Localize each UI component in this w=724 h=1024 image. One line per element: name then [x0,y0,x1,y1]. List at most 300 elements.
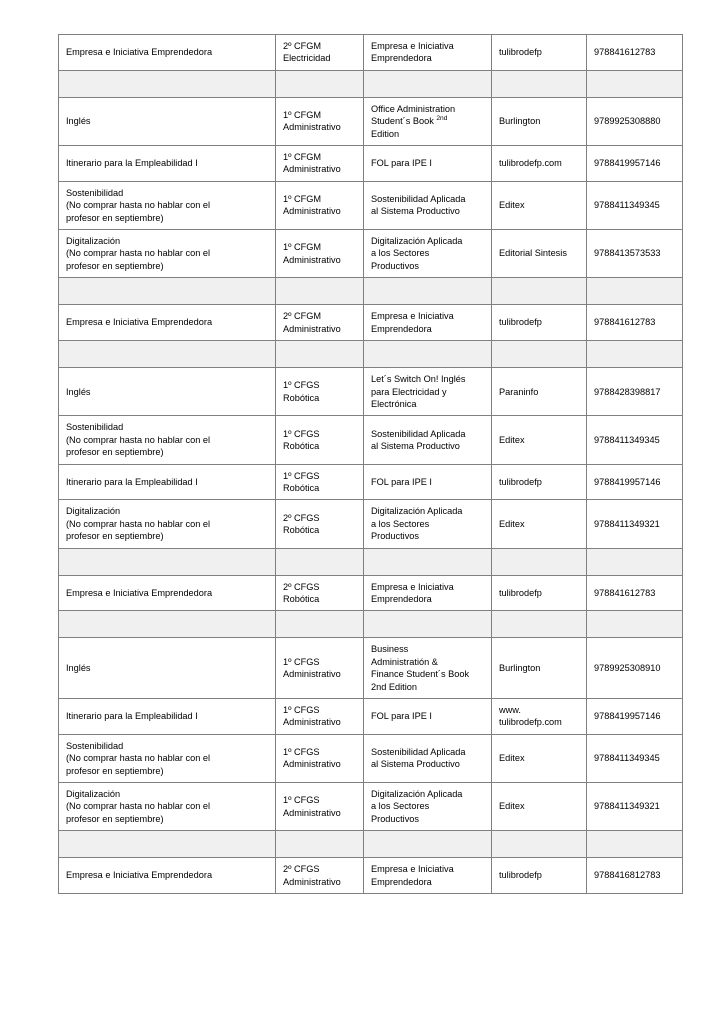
book-title-cell [364,783,492,831]
course-level: 1º CFGS [283,795,320,806]
subject-note-line: profesor en septiembre) [66,531,164,542]
publisher-cell [492,230,587,278]
spacer-cell [492,70,587,97]
course-branch: Robótica [283,440,320,451]
isbn-cell [587,416,683,464]
publisher-cell [492,858,587,894]
book-title-cell [364,575,492,611]
publisher-cell-lines [499,704,580,729]
publisher-name: Editex [499,434,525,445]
course-level: 1º CFGS [283,428,320,439]
course-level: 2º CFGM [283,41,322,51]
course-cell [276,575,364,611]
course-branch: Robótica [283,524,320,535]
subject-lines [66,115,269,127]
course-cell [276,500,364,548]
course-branch: Administrativo [283,323,341,334]
book-title-line: Digitalización Aplicada [371,506,463,517]
subject-name: Empresa e Iniciativa Emprendedora [66,587,213,598]
isbn-cell [587,575,683,611]
publisher-name: tulibrodefp [499,476,542,487]
course-lines [283,581,357,606]
course-branch: Administrativo [283,206,341,217]
book-title-line: Sostenibilidad Aplicada [371,428,466,439]
table-spacer-row [59,611,683,638]
course-branch: Administrativo [283,254,341,265]
publisher-name: tulibrodefp [499,587,542,598]
course-branch: Administrativo [283,717,341,728]
textbook-table-body [59,35,683,894]
book-title-line: FOL para IPE I [371,711,432,722]
course-level: 1º CFGM [283,242,322,253]
subject-lines [66,421,269,458]
book-title-line: Digitalización Aplicada [371,236,463,247]
course-lines [283,794,357,819]
textbook-table [58,34,683,894]
course-lines [283,379,357,404]
course-level: 1º CFGM [283,152,322,163]
subject-name: Empresa e Iniciativa Emprendedora [66,317,213,328]
isbn-value: 978841612783 [594,317,656,328]
subject-note-line: (No comprar hasta no hablar con el [66,753,211,764]
subject-note-line: (No comprar hasta no hablar con el [66,434,211,445]
course-lines [283,151,357,176]
publisher-cell [492,97,587,145]
book-title-cell [364,699,492,735]
subject-cell [59,500,276,548]
subject-cell [59,783,276,831]
spacer-cell [364,341,492,368]
publisher-name: tulibrodefp [499,47,542,58]
subject-note-line: profesor en septiembre) [66,813,164,824]
subject-lines [66,869,269,881]
subject-name: Sostenibilidad [66,422,124,433]
course-branch: Administrativo [283,759,341,770]
subject-note-line: profesor en septiembre) [66,260,164,271]
isbn-cell [587,97,683,145]
book-title-line: Sostenibilidad Aplicada [371,194,466,205]
publisher-cell [492,146,587,182]
spacer-cell [492,278,587,305]
book-title-line: Digitalización Aplicada [371,789,463,800]
table-row [59,230,683,278]
publisher-cell [492,699,587,735]
publisher-cell [492,368,587,416]
publisher-name: tulibrodefp [499,317,542,328]
book-title-lines [371,193,485,218]
subject-cell [59,638,276,699]
book-title-lines [371,746,485,771]
book-title-cell [364,464,492,500]
book-title-lines [371,710,485,722]
book-title-line: al Sistema Productivo [371,206,460,217]
book-title-line: Electrónica [371,398,417,409]
book-title-lines [371,788,485,825]
table-row [59,181,683,229]
book-title-cell [364,146,492,182]
spacer-cell [59,341,276,368]
course-lines [283,40,357,65]
course-level: 1º CFGS [283,380,320,391]
subject-note-line: profesor en septiembre) [66,765,164,776]
course-branch: Administrativo [283,164,341,175]
book-title-line: Student´s Book $^{2nd}$ [371,115,448,127]
book-title-line: a los Sectores [371,518,430,529]
book-title-cell [364,858,492,894]
book-title-cell [364,638,492,699]
publisher-name: Burlington [499,116,541,127]
subject-name: Inglés [66,662,91,673]
publisher-cell-line: www. [499,705,521,715]
course-cell [276,858,364,894]
publisher-cell [492,35,587,71]
spacer-cell [587,548,683,575]
subject-note-line: (No comprar hasta no hablar con el [66,248,211,259]
course-cell [276,305,364,341]
book-title-line: Empresa e Iniciativa [371,311,454,322]
spacer-cell [587,278,683,305]
subject-name: Digitalización [66,236,121,247]
book-title-cell [364,305,492,341]
book-title-lines [371,476,485,488]
course-cell [276,146,364,182]
book-title-cell [364,181,492,229]
course-lines [283,428,357,453]
isbn-value: 9788411349321 [594,518,660,529]
subject-cell [59,305,276,341]
isbn-cell [587,368,683,416]
book-title-line: Administratión & [371,656,438,667]
spacer-cell [59,611,276,638]
course-branch: Robótica [283,482,320,493]
isbn-value: 978841612783 [594,47,656,58]
book-title-lines [371,40,485,65]
spacer-cell [276,831,364,858]
course-cell [276,638,364,699]
publisher-name: tulibrodefp [499,870,542,881]
book-title-cell [364,230,492,278]
table-row [59,305,683,341]
subject-name: Empresa e Iniciativa Emprendedora [66,870,213,881]
book-title-line: Edition [371,128,400,139]
table-row [59,575,683,611]
publisher-cell [492,500,587,548]
subject-lines [66,235,269,272]
table-row [59,638,683,699]
spacer-cell [59,548,276,575]
book-title-cell [364,734,492,782]
book-title-lines [371,643,485,693]
course-lines [283,512,357,537]
isbn-value: 9788411349321 [594,801,660,812]
course-level: 2º CFGS [283,512,320,523]
subject-note-line: (No comprar hasta no hablar con el [66,801,211,812]
book-title-line: FOL para IPE I [371,476,432,487]
table-row [59,35,683,71]
subject-lines [66,386,269,398]
book-title-lines [371,581,485,606]
course-level: 2º CFGS [283,864,320,875]
subject-cell [59,416,276,464]
publisher-cell [492,638,587,699]
subject-cell [59,575,276,611]
course-branch: Robótica [283,593,320,604]
course-level: 1º CFGS [283,470,320,481]
isbn-value: 9788411349345 [594,753,660,764]
course-cell [276,464,364,500]
spacer-cell [59,278,276,305]
subject-name: Inglés [66,116,91,127]
book-title-line: al Sistema Productivo [371,440,460,451]
book-title-line: Empresa e Iniciativa [371,864,454,875]
spacer-cell [492,341,587,368]
book-title-cell [364,35,492,71]
course-cell [276,416,364,464]
table-row [59,699,683,735]
spacer-cell [492,548,587,575]
table-row [59,97,683,145]
table-row [59,858,683,894]
isbn-cell [587,783,683,831]
spacer-cell [276,70,364,97]
table-row [59,464,683,500]
course-branch: Administrativo [283,807,341,818]
subject-cell [59,181,276,229]
isbn-cell [587,734,683,782]
isbn-cell [587,638,683,699]
subject-name: Digitalización [66,506,121,517]
isbn-cell [587,699,683,735]
subject-lines [66,662,269,674]
table-row [59,416,683,464]
publisher-cell [492,416,587,464]
table-row [59,368,683,416]
course-lines [283,746,357,771]
subject-name: Itinerario para la Empleabilidad I [66,711,198,722]
isbn-value: 9788419957146 [594,158,661,169]
book-title-line: Office Administration [371,103,456,114]
isbn-cell [587,230,683,278]
book-title-line: para Electricidad y [371,386,447,397]
course-cell [276,734,364,782]
isbn-value: 9788419957146 [594,476,661,487]
table-spacer-row [59,831,683,858]
course-cell [276,97,364,145]
course-level: 1º CFGS [283,705,320,715]
book-title-lines [371,373,485,410]
book-title-cell [364,500,492,548]
isbn-cell [587,858,683,894]
subject-name: Inglés [66,386,91,397]
book-title-line: Finance Student´s Book [371,669,470,680]
table-spacer-row [59,341,683,368]
course-level: 1º CFGS [283,656,320,667]
subject-name: Digitalización [66,789,121,800]
table-row [59,734,683,782]
publisher-name: tulibrodefp.com [499,158,562,169]
course-level: 2º CFGS [283,581,320,592]
isbn-cell [587,146,683,182]
spacer-cell [587,341,683,368]
subject-lines [66,587,269,599]
course-lines [283,656,357,681]
spacer-cell [276,611,364,638]
subject-name: Sostenibilidad [66,187,124,198]
book-title-line: Business [371,644,409,655]
subject-lines [66,505,269,542]
subject-note-line: profesor en septiembre) [66,212,164,223]
subject-cell [59,858,276,894]
publisher-name: Editex [499,753,525,764]
book-title-line: Emprendedora [371,53,432,64]
book-title-cell [364,416,492,464]
subject-lines [66,788,269,825]
publisher-cell [492,783,587,831]
course-lines [283,241,357,266]
publisher-name: Editex [499,518,525,529]
subject-note-line: (No comprar hasta no hablar con el [66,518,211,529]
isbn-value: 9788428398817 [594,386,661,397]
course-branch: Electricidad [283,53,331,64]
spacer-cell [276,548,364,575]
publisher-name: Paraninfo [499,386,539,397]
subject-lines [66,710,269,722]
spacer-cell [276,341,364,368]
spacer-cell [364,831,492,858]
book-title-line: Productivos [371,813,420,824]
subject-lines [66,157,269,169]
isbn-cell [587,500,683,548]
subject-lines [66,187,269,224]
subject-note-line: (No comprar hasta no hablar con el [66,200,211,211]
book-title-cell [364,368,492,416]
course-cell [276,35,364,71]
book-title-line: Empresa e Iniciativa [371,41,454,51]
isbn-cell [587,464,683,500]
spacer-cell [364,548,492,575]
subject-cell [59,97,276,145]
subject-name: Sostenibilidad [66,740,124,751]
book-title-lines [371,103,485,140]
book-title-cell [364,97,492,145]
isbn-cell [587,181,683,229]
subject-lines [66,316,269,328]
spacer-cell [59,70,276,97]
subject-cell [59,146,276,182]
isbn-value: 9788411349345 [594,200,660,211]
course-lines [283,109,357,134]
course-level: 1º CFGM [283,110,322,121]
table-spacer-row [59,70,683,97]
book-title-line: Emprendedora [371,593,432,604]
isbn-value: 9788419957146 [594,711,661,722]
book-title-line: a los Sectores [371,248,430,259]
course-lines [283,863,357,888]
edition-superscript: 2nd [436,115,448,123]
book-title-lines [371,310,485,335]
publisher-cell [492,734,587,782]
course-lines [283,193,357,218]
course-cell [276,783,364,831]
table-row [59,500,683,548]
publisher-name: Editex [499,200,525,211]
isbn-value: 9789925308910 [594,662,661,673]
spacer-cell [276,278,364,305]
table-spacer-row [59,548,683,575]
book-title-line: 2nd Edition [371,681,417,692]
book-title-line: Let´s Switch On! Inglés [371,374,466,385]
table-spacer-row [59,278,683,305]
course-cell [276,699,364,735]
subject-cell [59,230,276,278]
course-branch: Robótica [283,392,320,403]
course-cell [276,181,364,229]
subject-name: Itinerario para la Empleabilidad I [66,158,198,169]
subject-lines [66,740,269,777]
course-lines [283,310,357,335]
publisher-cell [492,464,587,500]
publisher-cell [492,181,587,229]
book-title-lines [371,157,485,169]
subject-lines [66,46,269,58]
isbn-cell [587,35,683,71]
isbn-value: 9789925308880 [594,116,661,127]
course-lines [283,470,357,495]
spacer-cell [364,70,492,97]
book-title-lines [371,235,485,272]
subject-note-line: profesor en septiembre) [66,447,164,458]
publisher-cell [492,305,587,341]
book-title-line: Productivos [371,531,420,542]
spacer-cell [492,611,587,638]
subject-cell [59,734,276,782]
book-title-line: a los Sectores [371,801,430,812]
book-title-line: Emprendedora [371,323,432,334]
book-title-lines [371,505,485,542]
spacer-cell [587,831,683,858]
course-branch: Administrativo [283,876,341,887]
subject-name: Empresa e Iniciativa Emprendedora [66,47,213,58]
subject-cell [59,464,276,500]
spacer-cell [492,831,587,858]
isbn-cell [587,305,683,341]
book-title-lines [371,428,485,453]
publisher-cell-line: tulibrodefp.com [499,717,562,728]
course-cell [276,230,364,278]
isbn-value: 978841612783 [594,587,656,598]
publisher-name: Editex [499,801,525,812]
isbn-value: 9788413573533 [594,248,661,259]
course-lines [283,704,357,729]
book-title-line: Emprendedora [371,876,432,887]
course-level: 1º CFGS [283,747,320,758]
publisher-name: Burlington [499,662,541,673]
course-cell [276,368,364,416]
book-title-line: FOL para IPE I [371,158,432,169]
publisher-cell [492,575,587,611]
book-title-line: al Sistema Productivo [371,759,460,770]
publisher-name: Editorial Sintesis [499,248,567,259]
course-level: 2º CFGM [283,311,322,322]
book-title-line: Empresa e Iniciativa [371,581,454,592]
spacer-cell [587,611,683,638]
book-title-lines [371,863,485,888]
isbn-value: 9788411349345 [594,434,660,445]
subject-name: Itinerario para la Empleabilidad I [66,476,198,487]
book-title-line: Sostenibilidad Aplicada [371,747,466,758]
subject-cell [59,368,276,416]
course-branch: Administrativo [283,669,341,680]
